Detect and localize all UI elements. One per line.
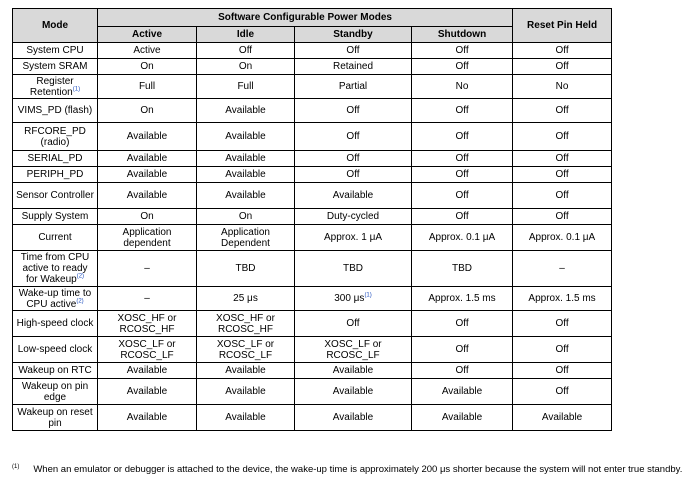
row-label-text: Low-speed clock: [17, 344, 93, 355]
cell-value: Available: [126, 412, 168, 423]
table-cell: [98, 363, 197, 379]
cell-value: Available: [332, 190, 374, 201]
row-label: [13, 123, 98, 151]
cell-value: TBD: [343, 263, 363, 274]
row-label: [13, 379, 98, 405]
table-cell: [98, 225, 197, 251]
footnote-ref[interactable]: (2): [76, 298, 84, 305]
cell-value: Available: [126, 365, 168, 376]
table-row: [13, 287, 612, 311]
table-row: [13, 151, 612, 167]
table-row: [13, 43, 612, 59]
row-label-text: Supply System: [21, 211, 89, 222]
cell-value: Available: [225, 386, 266, 397]
cell-value: Available: [225, 105, 266, 116]
table-cell: [197, 75, 295, 99]
row-label: [13, 75, 98, 99]
cell-value: Approx. 0.1 μA: [428, 232, 496, 243]
cell-value: Off: [346, 105, 360, 116]
cell-value: Off: [555, 365, 569, 376]
table-cell: [513, 151, 612, 167]
subheader-active: Active: [98, 27, 197, 43]
cell-value: Off: [555, 169, 569, 180]
row-label-text: PERIPH_PD: [26, 169, 84, 180]
row-label-text: High-speed clock: [16, 318, 94, 329]
cell-value: Available: [541, 412, 583, 423]
cell-value: Approx. 1.5 ms: [528, 293, 596, 304]
table-cell: [98, 405, 197, 431]
cell-value: Available: [441, 412, 483, 423]
table-cell: [513, 59, 612, 75]
cell-value: Available: [225, 131, 266, 142]
table-cell: [98, 43, 197, 59]
table-row: [13, 311, 612, 337]
row-label-text: System SRAM: [22, 61, 88, 72]
table-cell: [98, 287, 197, 311]
table-cell: [412, 123, 513, 151]
table-cell: [412, 183, 513, 209]
table-cell: [295, 287, 412, 311]
row-label: [13, 225, 98, 251]
cell-value: Off: [346, 169, 360, 180]
cell-value: Approx. 1.5 ms: [428, 293, 496, 304]
cell-value: Approx. 0.1 μA: [528, 232, 596, 243]
table-row: [13, 123, 612, 151]
table-cell: [412, 405, 513, 431]
reset-pin-header: Reset Pin Held: [513, 9, 612, 43]
footnote: [12, 461, 682, 480]
table-cell: [513, 43, 612, 59]
cell-value: Off: [455, 131, 469, 142]
cell-value: –: [144, 263, 150, 274]
table-cell: [295, 43, 412, 59]
cell-value: Off: [346, 45, 360, 56]
table-cell: [513, 75, 612, 99]
table-cell: [295, 167, 412, 183]
mode-header: Mode: [13, 9, 98, 43]
power-modes-table: [12, 8, 612, 431]
table-cell: [295, 251, 412, 287]
cell-value: XOSC_HF or RCOSC_HF: [216, 312, 275, 335]
cell-value: Available: [332, 412, 374, 423]
table-cell: [98, 123, 197, 151]
cell-value: Off: [555, 61, 569, 72]
cell-value: Available: [225, 412, 266, 423]
table-cell: [197, 251, 295, 287]
cell-value: On: [238, 61, 253, 72]
cell-value: Off: [555, 105, 569, 116]
row-label: [13, 167, 98, 183]
table-cell: [197, 363, 295, 379]
table-row: [13, 99, 612, 123]
cell-value: Full: [138, 81, 156, 92]
table-cell: [412, 151, 513, 167]
table-cell: [513, 183, 612, 209]
row-label: [13, 287, 98, 311]
cell-value: No: [455, 81, 469, 92]
table-cell: [98, 379, 197, 405]
cell-value: Off: [346, 318, 360, 329]
cell-value: Off: [455, 365, 469, 376]
cell-value: Approx. 1 μA: [323, 232, 382, 243]
table-cell: [98, 59, 197, 75]
table-cell: [197, 337, 295, 363]
cell-value: Available: [225, 190, 266, 201]
cell-value: Off: [555, 211, 569, 222]
table-row: [13, 337, 612, 363]
row-label: [13, 59, 98, 75]
cell-value: Available: [441, 386, 483, 397]
table-cell: [197, 151, 295, 167]
table-cell: [412, 167, 513, 183]
table-cell: [513, 251, 612, 287]
table-row: [13, 59, 612, 75]
cell-value: XOSC_LF or RCOSC_LF: [216, 338, 275, 361]
cell-value: Off: [455, 61, 469, 72]
cell-value: On: [140, 211, 154, 222]
table-cell: [98, 183, 197, 209]
table-row: [13, 183, 612, 209]
cell-value: Application Dependent: [221, 226, 270, 249]
table-cell: [513, 209, 612, 225]
cell-value: Available: [126, 153, 168, 164]
cell-value: TBD: [235, 263, 256, 274]
footnote-ref[interactable]: (1): [72, 86, 81, 93]
subheader-idle: Idle: [197, 27, 295, 43]
cell-value: Available: [126, 169, 168, 180]
cell-value: Off: [555, 318, 569, 329]
table-cell: [295, 75, 412, 99]
cell-value: Off: [555, 344, 569, 355]
row-label: [13, 251, 98, 287]
cell-value: Off: [455, 105, 469, 116]
table-cell: [98, 251, 197, 287]
table-cell: [197, 43, 295, 59]
subheader-shutdown: Shutdown: [412, 27, 513, 43]
row-label-text: Wake-up time to CPU active: [18, 287, 92, 310]
table-cell: [412, 43, 513, 59]
subheader-standby: Standby: [295, 27, 412, 43]
cell-value: On: [140, 105, 154, 116]
row-label: [13, 151, 98, 167]
table-cell: [295, 59, 412, 75]
cell-value: Off: [455, 153, 469, 164]
row-label-text: SERIAL_PD: [27, 153, 83, 164]
table-cell: [412, 209, 513, 225]
table-cell: [98, 311, 197, 337]
table-cell: [295, 311, 412, 337]
cell-value: Retained: [332, 61, 374, 72]
table-cell: [513, 287, 612, 311]
table-cell: [295, 337, 412, 363]
table-cell: [197, 167, 295, 183]
table-cell: [295, 379, 412, 405]
table-cell: [98, 337, 197, 363]
cell-value: Application dependent: [122, 226, 172, 249]
cell-value: Off: [455, 344, 469, 355]
table-cell: [197, 209, 295, 225]
row-label-text: Time from CPU active to ready for Wakeup: [20, 252, 90, 285]
cell-value: TBD: [452, 263, 473, 274]
table-cell: [412, 99, 513, 123]
row-label-text: RFCORE_PD (radio): [24, 125, 86, 148]
footnote-text: When an emulator or debugger is attached to the device, the wake-up time is approximately 200 μs shorter because the system will not enter true standby.: [33, 464, 682, 476]
table-cell: [295, 99, 412, 123]
cell-value: Duty-cycled: [326, 211, 380, 222]
table-cell: [295, 363, 412, 379]
row-label-text: Current: [38, 232, 72, 243]
cell-value: On: [238, 211, 253, 222]
row-label: [13, 99, 98, 123]
table-row: [13, 75, 612, 99]
cell-value: Off: [455, 169, 469, 180]
table-row: [13, 251, 612, 287]
cell-value: Off: [346, 131, 360, 142]
table-row: [13, 209, 612, 225]
table-cell: [295, 151, 412, 167]
table-row: [13, 405, 612, 431]
cell-value: Off: [555, 386, 569, 397]
table-cell: [513, 123, 612, 151]
cell-value: Off: [346, 153, 360, 164]
table-cell: [412, 75, 513, 99]
row-label: [13, 43, 98, 59]
table-row: [13, 167, 612, 183]
table-cell: [197, 59, 295, 75]
table-cell: [513, 363, 612, 379]
cell-value: XOSC_LF or RCOSC_LF: [324, 338, 382, 361]
power-modes-table-container: [12, 8, 611, 431]
table-cell: [412, 311, 513, 337]
cell-value: 25 μs: [233, 293, 258, 304]
table-cell: [197, 379, 295, 405]
cell-value: Full: [237, 81, 254, 92]
table-cell: [295, 209, 412, 225]
table-cell: [98, 209, 197, 225]
row-label-text: System CPU: [26, 45, 84, 56]
row-label-text: Sensor Controller: [16, 190, 94, 201]
footnote-ref[interactable]: (1): [364, 292, 372, 299]
table-cell: [197, 311, 295, 337]
table-cell: [197, 99, 295, 123]
table-cell: [513, 99, 612, 123]
cell-value: Available: [126, 190, 168, 201]
row-label-text: Wakeup on RTC: [18, 365, 92, 376]
row-label-text: Wakeup on pin edge: [21, 380, 89, 403]
row-label: [13, 363, 98, 379]
table-body: [13, 43, 612, 431]
table-cell: [98, 167, 197, 183]
row-label: [13, 405, 98, 431]
cell-value: XOSC_LF or RCOSC_LF: [118, 338, 176, 361]
table-cell: [412, 287, 513, 311]
table-cell: [513, 311, 612, 337]
cell-value: Off: [555, 153, 569, 164]
row-label: [13, 183, 98, 209]
table-cell: [513, 337, 612, 363]
table-cell: [412, 379, 513, 405]
cell-value: Available: [332, 365, 374, 376]
table-cell: [513, 225, 612, 251]
cell-value: Off: [555, 131, 569, 142]
cell-value: XOSC_HF or RCOSC_HF: [117, 312, 177, 335]
footnote-mark: (1): [12, 464, 20, 470]
table-cell: [295, 405, 412, 431]
cell-value: No: [555, 81, 569, 92]
row-label: [13, 337, 98, 363]
table-cell: [412, 363, 513, 379]
cell-value: 300 μs: [334, 293, 365, 304]
cell-value: Off: [555, 190, 569, 201]
cell-value: Available: [126, 386, 168, 397]
cell-value: On: [140, 61, 154, 72]
cell-value: Available: [126, 131, 168, 142]
cell-value: Available: [225, 365, 266, 376]
table-cell: [197, 225, 295, 251]
row-label: [13, 311, 98, 337]
cell-value: Available: [225, 169, 266, 180]
table-cell: [513, 167, 612, 183]
table-cell: [98, 151, 197, 167]
table-cell: [98, 75, 197, 99]
table-cell: [412, 225, 513, 251]
cell-value: Available: [225, 153, 266, 164]
table-cell: [98, 99, 197, 123]
table-row: [13, 363, 612, 379]
table-cell: [412, 59, 513, 75]
table-cell: [197, 123, 295, 151]
cell-value: Available: [332, 386, 374, 397]
group-header: Software Configurable Power Modes: [98, 9, 513, 27]
table-cell: [412, 337, 513, 363]
cell-value: Active: [133, 45, 161, 56]
table-cell: [513, 405, 612, 431]
table-cell: [197, 183, 295, 209]
cell-value: –: [144, 293, 150, 304]
cell-value: Off: [238, 45, 253, 56]
cell-value: Off: [555, 45, 569, 56]
cell-value: Partial: [338, 81, 368, 92]
row-label-text: VIMS_PD (flash): [17, 105, 93, 116]
row-label-text: Wakeup on reset pin: [17, 406, 93, 429]
table-row: [13, 379, 612, 405]
table-cell: [295, 225, 412, 251]
table-cell: [295, 183, 412, 209]
cell-value: Off: [455, 211, 469, 222]
table-cell: [412, 251, 513, 287]
row-label: [13, 209, 98, 225]
table-row: [13, 225, 612, 251]
table-cell: [295, 123, 412, 151]
table-cell: [197, 405, 295, 431]
table-cell: [513, 379, 612, 405]
cell-value: Off: [455, 318, 469, 329]
footnote-ref[interactable]: (2): [76, 273, 85, 280]
cell-value: Off: [455, 190, 469, 201]
table-cell: [197, 287, 295, 311]
cell-value: Off: [455, 45, 469, 56]
cell-value: –: [559, 263, 565, 274]
row-label-text: Register Retention: [29, 75, 74, 98]
